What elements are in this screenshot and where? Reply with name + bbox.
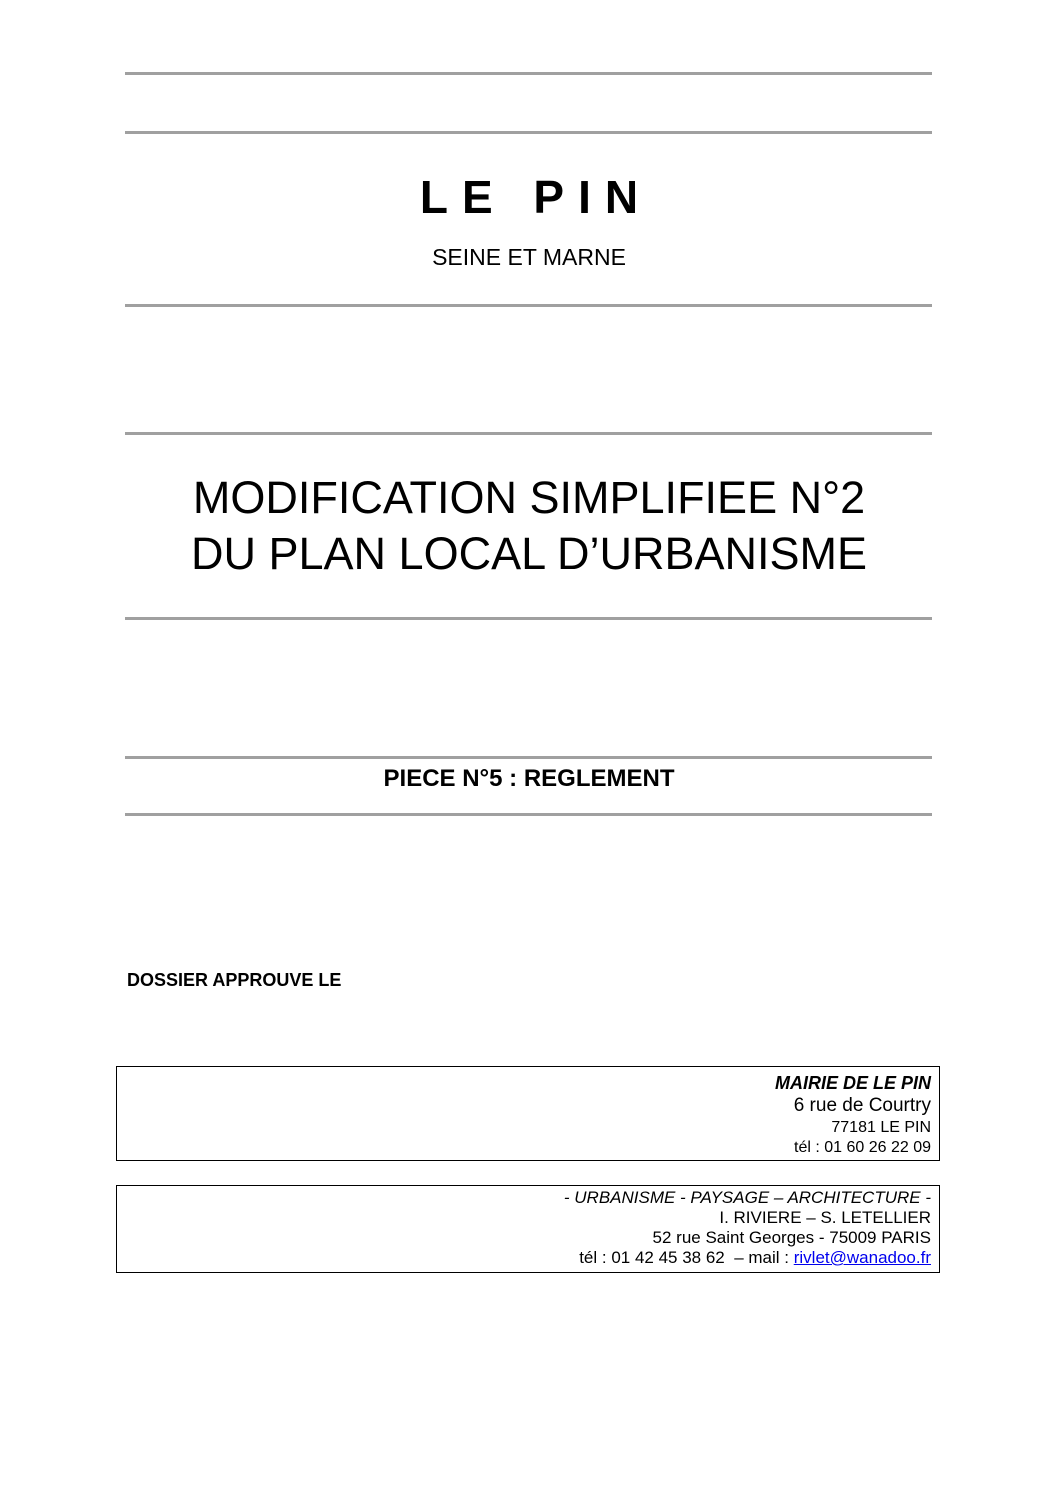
approval-label: DOSSIER APPROUVE LE [127, 970, 342, 990]
agency-phone: tél : 01 42 45 38 62 – mail : [579, 1248, 794, 1267]
town-title: LE PIN [419, 171, 653, 223]
mairie-contact-box [116, 1066, 940, 1161]
agency-address: 52 rue Saint Georges - 75009 PARIS [652, 1228, 931, 1247]
divider-top-1 [125, 72, 932, 75]
document-title [0, 470, 1058, 582]
divider-piece-top [125, 756, 932, 759]
mairie-city: 77181 LE PIN [831, 1119, 931, 1136]
department-name: SEINE ET MARNE [432, 244, 626, 270]
agency-contact-line [117, 1248, 931, 1268]
agency-email-link[interactable]: rivlet@wanadoo.fr [793, 1248, 931, 1267]
divider-title-bottom [125, 617, 932, 620]
divider-title-top [125, 432, 932, 435]
divider-piece-bottom [125, 813, 932, 816]
document-title-line-2: DU PLAN LOCAL D’URBANISME [191, 528, 867, 579]
divider-top-2 [125, 131, 932, 134]
agency-contact-box [116, 1185, 940, 1273]
agency-names: I. RIVIERE – S. LETELLIER [719, 1208, 931, 1227]
piece-title: PIECE N°5 : REGLEMENT [383, 765, 675, 792]
mairie-street: 6 rue de Courtry [793, 1095, 931, 1116]
agency-tagline: - URBANISME - PAYSAGE – ARCHITECTURE - [563, 1188, 931, 1207]
divider-header-bottom [125, 304, 932, 307]
document-title-line-1: MODIFICATION SIMPLIFIEE N°2 [192, 472, 866, 523]
mairie-phone: tél : 01 60 26 22 09 [794, 1139, 931, 1156]
mairie-name: MAIRIE DE LE PIN [774, 1073, 931, 1093]
